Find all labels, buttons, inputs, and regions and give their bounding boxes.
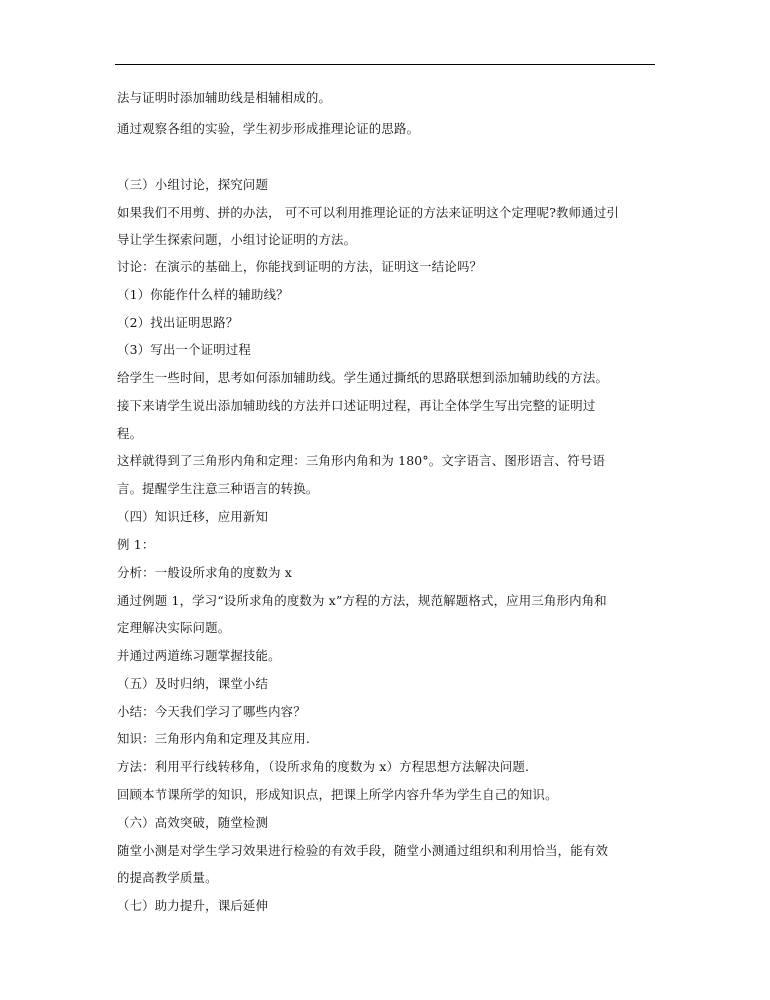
text-line: 例 1：	[117, 537, 155, 552]
text-line: 并通过两道练习题掌握技能。	[117, 648, 281, 663]
text-line: 小结：今天我们学习了哪些内容？	[117, 704, 306, 719]
text-line: 如果我们不用剪、拼的办法， 可不可以利用推理论证的方法来证明这个定理呢?教师通过引	[117, 205, 620, 220]
text-line: 接下来请学生说出添加辅助线的方法并口述证明过程，再让全体学生写出完整的证明过	[117, 398, 596, 413]
section-heading: （三）小组讨论，探究问题	[117, 177, 269, 192]
text-line: 给学生一些时间，思考如何添加辅助线。学生通过撕纸的思路联想到添加辅助线的方法。	[117, 370, 609, 385]
text-line: 这样就得到了三角形内角和定理：三角形内角和为 180°。文字语言、图形语言、符号语	[117, 453, 606, 468]
text-line: 程。	[117, 426, 143, 441]
text-line: 讨论：在演示的基础上，你能找到证明的方法，证明这一结论吗？	[117, 259, 483, 274]
text-line: 法与证明时添加辅助线是相辅相成的。	[117, 90, 332, 105]
text-line: 定理解决实际问题。	[117, 620, 231, 635]
list-item: （2）找出证明思路？	[117, 315, 239, 330]
text-line: 言。提醒学生注意三种语言的转换。	[117, 481, 319, 496]
text-line: 知识：三角形内角和定理及其应用.	[117, 731, 310, 746]
section-heading: （五）及时归纳，课堂小结	[117, 676, 269, 691]
section-heading: （七）助力提升，课后延伸	[117, 898, 269, 913]
section-heading: （四）知识迁移，应用新知	[117, 509, 269, 524]
text-line: 的提高教学质量。	[117, 870, 218, 885]
text-line: 随堂小测是对学生学习效果进行检验的有效手段，随堂小测通过组织和利用恰当，能有效	[117, 843, 609, 858]
text-line: 分析：一般设所求角的度数为 x	[117, 565, 293, 580]
text-line: 方法：利用平行线转移角，（设所求角的度数为 x）方程思想方法解决问题.	[117, 759, 530, 774]
text-line: 通过观察各组的实验，学生初步形成推理论证的思路。	[117, 121, 420, 136]
list-item: （3）写出一个证明过程	[117, 342, 251, 357]
text-line: 通过例题 1，学习“设所求角的度数为 x”方程的方法，规范解题格式，应用三角形内角和	[117, 593, 607, 608]
list-item: （1）你能作什么样的辅助线？	[117, 287, 289, 302]
text-line: 导让学生探索问题，小组讨论证明的方法。	[117, 232, 357, 247]
section-heading: （六）高效突破，随堂检测	[117, 815, 269, 830]
text-line: 回顾本节课所学的知识，形成知识点，把课上所学内容升华为学生自己的知识。	[117, 787, 558, 802]
